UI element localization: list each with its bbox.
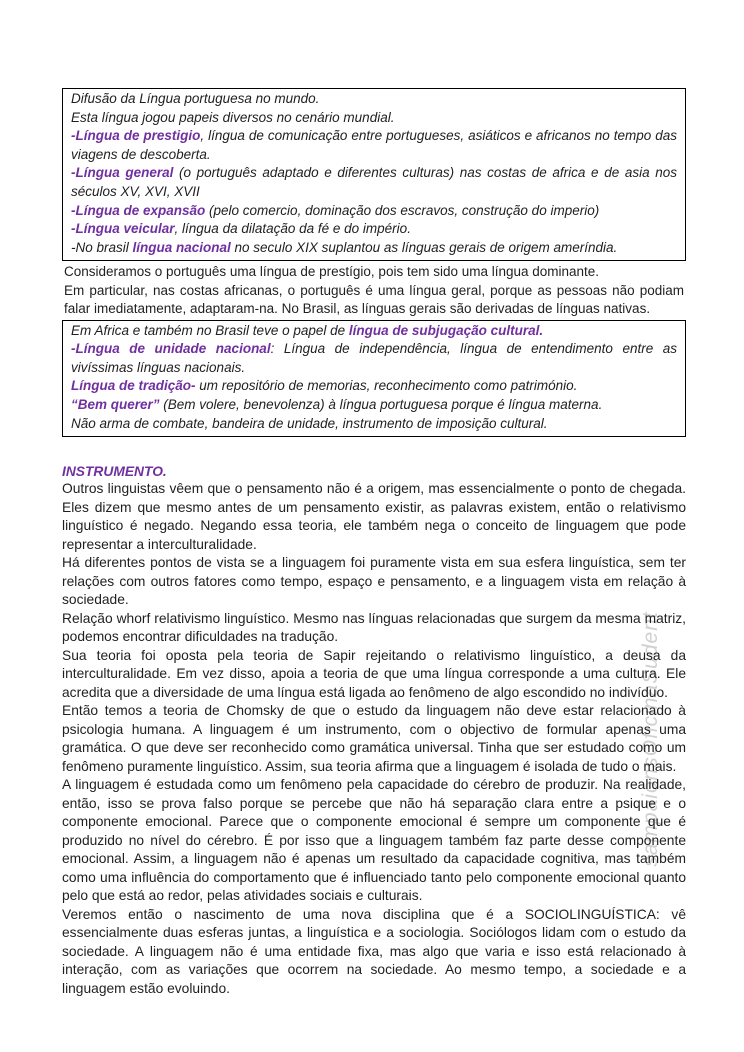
document-page	[62, 88, 686, 998]
highlighted-term: Língua de tradição-	[71, 378, 196, 394]
text-line	[62, 647, 686, 703]
text-segment: Em particular, nas costas africanas, o português é uma língua geral, porque as pessoas não podiam falar imediatamente, adaptaram-na. No Brasil, as línguas gerais são derivadas de línguas nativas.	[64, 282, 684, 317]
watermark: sampaionsOficinaSudent	[639, 611, 662, 867]
text-line	[71, 202, 677, 221]
text-line	[71, 127, 677, 164]
commentary-paragraph	[62, 261, 686, 319]
text-segment: , língua da dilatação da fé e do império.	[174, 221, 411, 237]
text-segment: Outros linguistas vêem que o pensamento não é a origem, mas essencialmente o ponto de chegada. Eles dizem que mesmo antes de um pensamento existir, as palavras existem, então o relativismo linguístico é negado. Negando essa teoria, ele também nega o conceito de linguagem que pode representar a interculturalidade.	[62, 481, 686, 552]
text-segment: Não arma de combate, bandeira de unidade, instrumento de imposição cultural.	[71, 415, 548, 431]
highlighted-term: -Língua general	[71, 165, 174, 181]
text-segment: (Bem volere, benevolenza) à língua portuguesa porque é língua materna.	[159, 396, 603, 412]
text-line	[62, 554, 686, 610]
text-line	[71, 90, 677, 109]
highlighted-term: língua nacional	[132, 239, 231, 255]
text-segment: (o português adaptado e diferentes culturas) nas costas de africa e de asia nos séculos XV, XVI, XVII	[71, 165, 678, 199]
text-line	[71, 415, 677, 434]
text-line	[64, 282, 684, 319]
text-line	[62, 776, 686, 906]
highlighted-term: língua de subjugação cultural.	[348, 322, 544, 338]
text-line	[62, 906, 686, 999]
highlighted-term: -Língua de expansão	[71, 202, 206, 218]
text-segment: Então temos a teoria de Chomsky de que o estudo da linguagem não deve estar relacionado à psicologia humana. A linguagem é um instrumento, com o objectivo de formular apenas uma gramática. O que deve ser reconhecido como gramática universal. Tinha que ser estudado como um fenômeno puramente linguístico. Assim, sua teoria afirma que a linguagem é isolada de tudo o mais.	[62, 703, 686, 774]
highlighted-term: -Língua veicular	[71, 221, 175, 237]
text-line	[64, 263, 684, 281]
text-segment: Em Africa e também no Brasil teve o papel de	[71, 322, 349, 338]
text-segment: , língua de comunicação entre portugueses, asiáticos e africanos no tempo das viagens de descoberta.	[71, 128, 677, 162]
text-segment: Há diferentes pontos de vista se a linguagem foi puramente vista em sua esfera linguística, sem ter relações com outros fatores como tempo, espaço e pensamento, e a linguagem vista em relação à sociedade.	[62, 555, 686, 608]
text-segment: Relação whorf relativismo linguístico. Mesmo nas línguas relacionadas que surgem da mesma matriz, podemos encontrar dificuldades na tradução.	[62, 610, 686, 645]
text-line	[71, 377, 677, 396]
text-segment: : Língua de independência, língua de entendimento entre as vivíssimas línguas nacionais.	[71, 341, 678, 375]
text-segment: Esta língua jogou papeis diversos no cenário mundial.	[71, 109, 395, 125]
text-line	[71, 109, 677, 128]
text-segment: A linguagem é estudada como um fenômeno pela capacidade do cérebro de produzir. Na realidade, então, isso se prova falso porque se percebe que não há separação clara entre a psique e o componente emocional. Parece que o componente emocional é sempre um componente que é produzido no nível do cérebro. É por isso que a linguagem também faz parte desse componente emocional. Assim, a linguagem não é apenas um resultado da capacidade cognitiva, mas também como uma influência do comportamento que é influenciado tanto pelo componente emocional quanto pelo que está ao redor, pelas atividades sociais e culturais.	[62, 777, 686, 904]
info-box-roles	[62, 320, 686, 438]
text-line	[71, 396, 677, 415]
text-line	[62, 702, 686, 776]
text-segment: no seculo XIX suplantou as línguas gerais de origem ameríndia.	[230, 239, 618, 255]
text-segment: Difusão da Língua portuguesa no mundo.	[71, 91, 320, 106]
text-line	[71, 340, 677, 377]
highlighted-term: -Língua de prestigio	[71, 128, 201, 144]
text-segment: Sua teoria foi oposta pela teoria de Sapir rejeitando o relativismo linguístico, a deusa da interculturalidade. Em vez disso, apoia a teoria de que uma língua corresponde a uma cultura. Ele acredita que a diversidade de uma língua está ligada ao fenômeno de algo escondido no indivíduo.	[62, 647, 686, 700]
text-line	[71, 322, 677, 341]
text-line	[71, 164, 677, 201]
text-line	[62, 610, 686, 647]
highlighted-term: “Bem querer”	[71, 396, 160, 412]
text-segment: -No brasil	[71, 239, 133, 255]
highlighted-term: -Língua de unidade nacional	[71, 341, 271, 357]
text-line	[62, 480, 686, 554]
text-segment: (pelo comercio, dominação dos escravos, construção do imperio)	[205, 202, 600, 218]
info-box-diffusion	[62, 88, 686, 261]
text-line	[71, 220, 677, 239]
text-segment: um repositório de memorias, reconhecimento como património.	[195, 378, 578, 394]
body-text	[62, 480, 686, 998]
section-heading-instrumento: INSTRUMENTO.	[62, 464, 167, 480]
text-segment: Consideramos o português uma língua de prestígio, pois tem sido uma língua dominante.	[64, 264, 600, 280]
text-segment: Veremos então o nascimento de uma nova disciplina que é a SOCIOLINGUÍSTICA: vê essencialmente duas esferas juntas, a linguística e a sociologia. Sociólogos lidam com o estudo da sociedade. A linguagem não é uma entidade fixa, mas algo que varia e isso está relacionado à interação, com as variações que ocorrem na sociedade. Ao mesmo tempo, a sociedade e a linguagem estão evoluindo.	[62, 906, 686, 996]
text-line	[71, 239, 677, 258]
